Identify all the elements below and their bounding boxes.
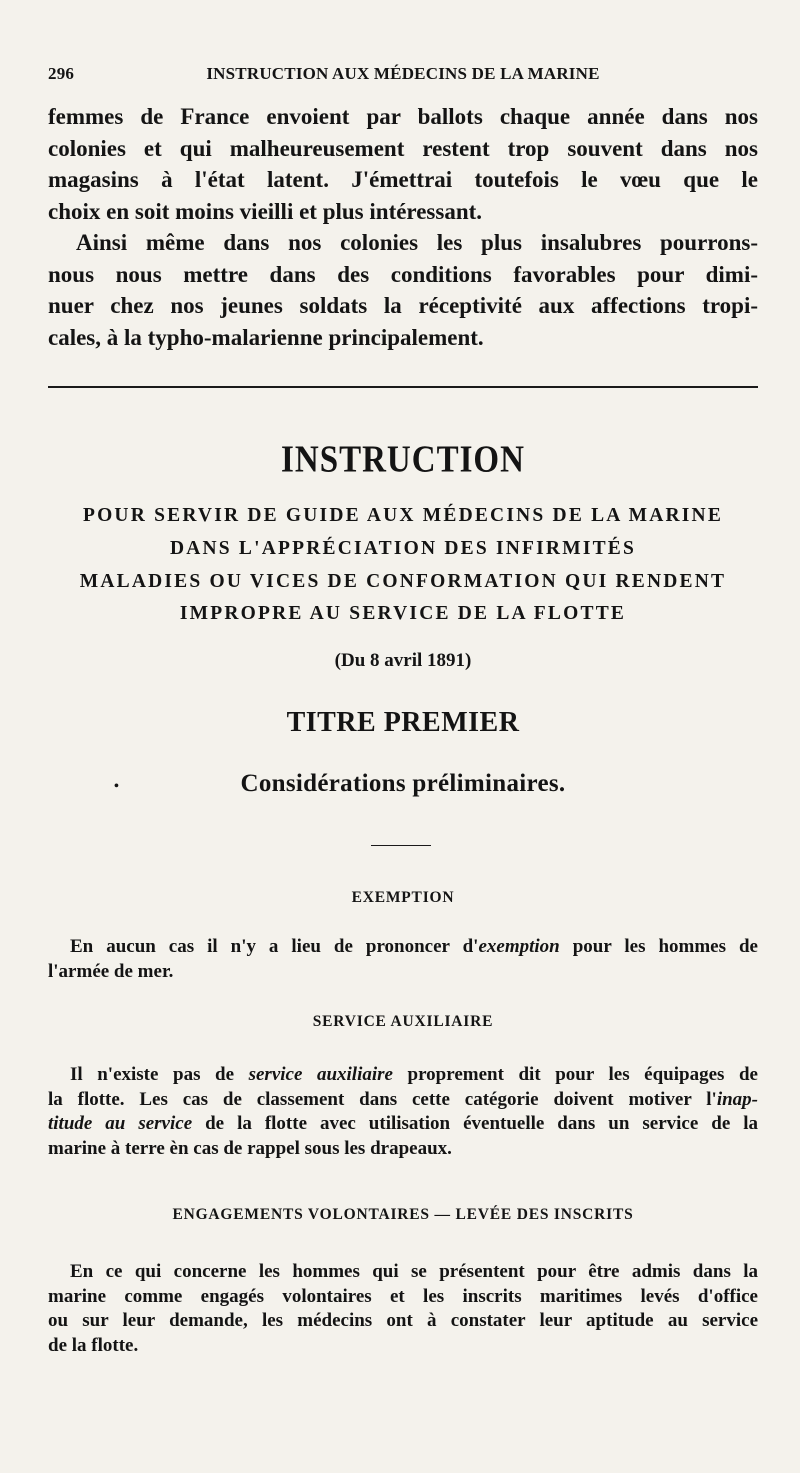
instruction-date: (Du 8 avril 1891) [334,650,472,671]
text-line: marine comme engagés volontaires et les inscrits maritimes levés d'office [48,1285,758,1307]
text-line: Il n'existe pas de service auxiliaire proprement dit pour les équipages de [70,1064,758,1085]
considerations-heading: Considérations préliminaires. [240,770,566,797]
service-auxiliaire-heading: SERVICE AUXILIAIRE [312,1013,494,1030]
text-line: nous nous mettre dans des conditions favorables pour dimi- [48,261,758,287]
emphasis-text: service auxiliaire [248,1064,393,1085]
emphasis-text: titude au service [48,1113,193,1134]
text-line: colonies et qui malheureusement restent trop souvent dans nos [48,135,758,161]
instruction-subtitle-line: DANS L'APPRÉCIATION DES INFIRMITÉS [169,538,637,559]
instruction-title: INSTRUCTION [281,439,525,481]
emphasis-text: inap- [716,1088,758,1110]
text-line: la flotte. Les cas de classement dans cette catégorie doivent motiver l'inap- [48,1088,758,1110]
exemption-paragraph [48,935,758,984]
text-line: cales, à la typho-malarienne principalement. [48,324,484,350]
short-divider [371,845,431,846]
text-line: de la flotte. [48,1334,139,1356]
page-number: 296 [48,64,75,83]
section-divider [48,386,758,388]
text-line: magasins à l'état latent. J'émettrai toutefois le vœu que le [48,167,758,192]
instruction-subtitle-line: MALADIES OU VICES DE CONFORMATION QUI RENDENT [79,571,727,592]
text-line: nuer chez nos jeunes soldats la réceptivité aux affections tropi- [48,293,758,318]
engagements-paragraph [48,1260,758,1358]
engagements-heading: ENGAGEMENTS VOLONTAIRES — LEVÉE DES INSCRITS [172,1206,634,1223]
emphasis-text: exemption [478,936,560,957]
text-line: En aucun cas il n'y a lieu de prononcer d'exemption pour les hommes de [70,936,758,957]
titre-heading: TITRE PREMIER [286,707,520,738]
instruction-subtitle-line: POUR SERVIR DE GUIDE AUX MÉDECINS DE LA MARINE [82,505,724,526]
text-line: Ainsi même dans nos colonies les plus insalubres pourrons- [76,230,758,255]
exemption-heading: EXEMPTION [351,889,455,906]
running-header [48,64,758,88]
service-paragraph [48,1063,758,1161]
text-line: ou sur leur demande, les médecins ont à constater leur aptitude au service [48,1310,758,1331]
text-line: l'armée de mer. [48,960,174,982]
intro-paragraph [48,101,758,353]
bullet-mark: • [114,779,119,794]
running-title: INSTRUCTION AUX MÉDECINS DE LA MARINE [206,64,600,83]
text-line: En ce qui concerne les hommes qui se présentent pour être admis dans la [70,1261,758,1282]
text-line: marine à terre èn cas de rappel sous les drapeaux. [48,1137,452,1159]
text-line: titude au service de la flotte avec utilisation éventuelle dans un service de la [48,1113,759,1134]
instruction-subtitle-line: IMPROPRE AU SERVICE DE LA FLOTTE [179,603,627,624]
text-line: femmes de France envoient par ballots chaque année dans nos [48,104,758,129]
text-line: choix en soit moins vieilli et plus intéressant. [48,198,483,224]
